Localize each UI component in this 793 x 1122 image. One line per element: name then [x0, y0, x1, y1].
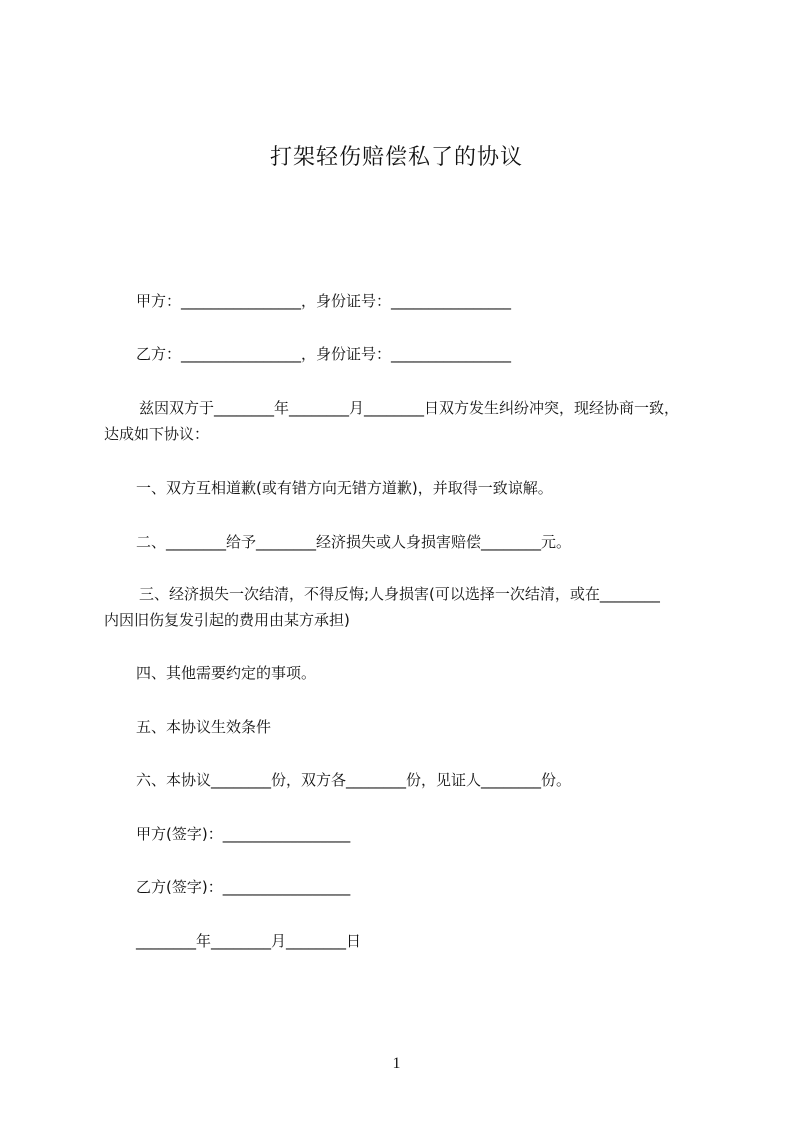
intro-line-1: 兹因双方于________年________月________日双方发生纠纷冲突，现经协商一致， — [139, 399, 680, 417]
date-line: ________年________月________日 — [136, 932, 362, 950]
clause-4: 四、其他需要约定的事项。 — [136, 664, 317, 682]
intro-line-2: 达成如下协议： — [104, 425, 210, 443]
signature-party-a: 甲方(签字)：_________________ — [136, 825, 351, 843]
clause-1: 一、双方互相道歉(或有错方向无错方道歉)，并取得一致谅解。 — [136, 479, 553, 497]
clause-3-line-1: 三、经济损失一次结清，不得反悔;人身损害(可以选择一次结清，或在________ — [139, 585, 660, 603]
document-title: 打架轻伤赔偿私了的协议 — [269, 145, 523, 170]
party-a-line: 甲方：________________，身份证号：________________ — [136, 292, 512, 310]
clause-3-line-2: 内因旧伤复发引起的费用由某方承担) — [104, 611, 350, 629]
party-b-line: 乙方：________________，身份证号：________________ — [136, 345, 512, 363]
clause-2: 二、________给予________经济损失或人身损害赔偿________元。 — [136, 533, 572, 551]
page-number: 1 — [392, 1055, 401, 1072]
signature-party-b: 乙方(签字)：_________________ — [136, 878, 351, 896]
clause-6: 六、本协议________份，双方各________份，见证人________份。 — [136, 771, 572, 789]
clause-5: 五、本协议生效条件 — [136, 718, 272, 736]
